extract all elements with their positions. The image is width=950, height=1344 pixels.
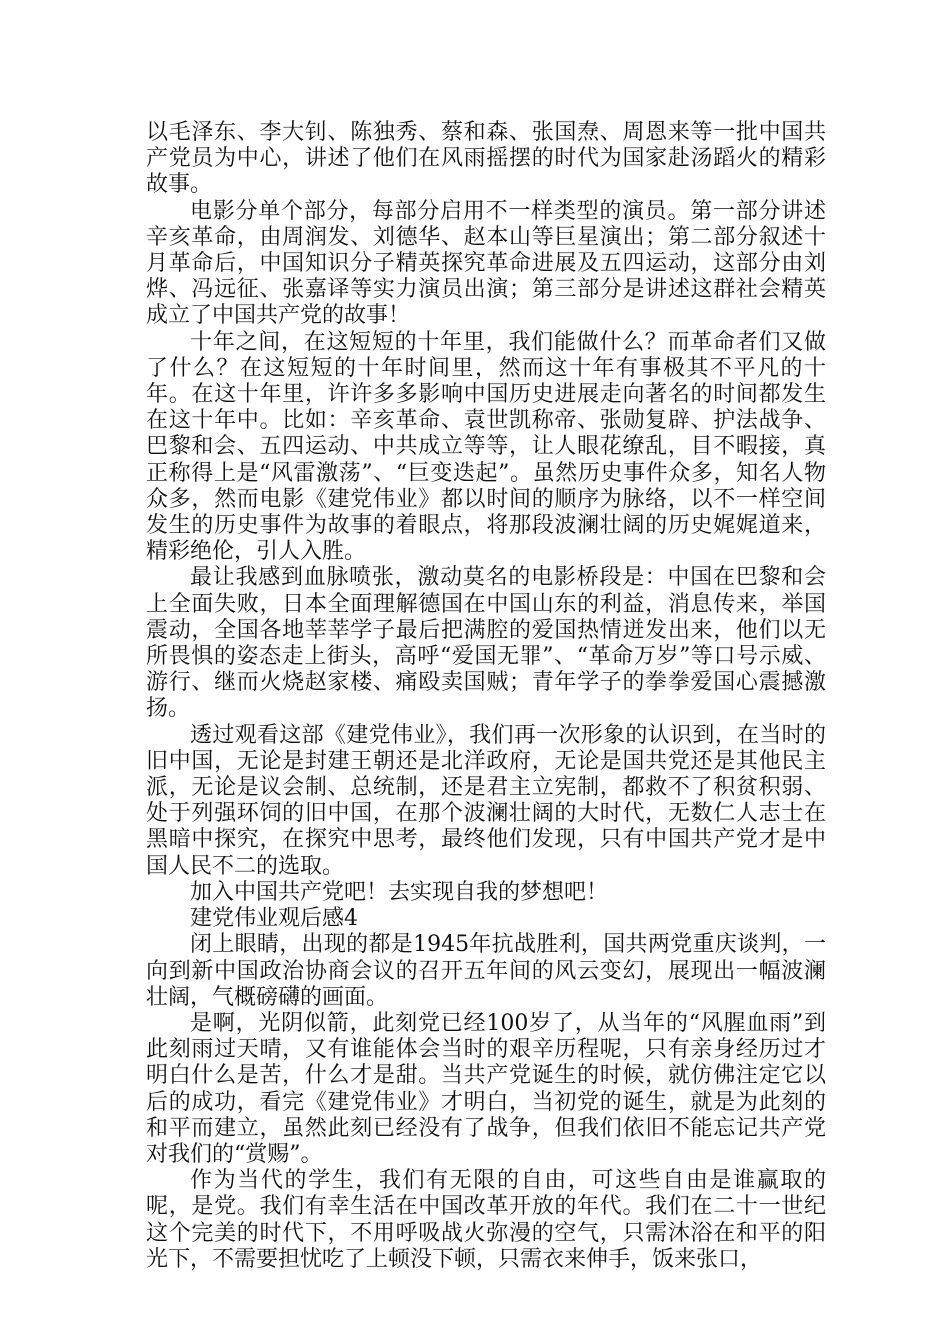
paragraph-students: 作为当代的学生，我们有无限的自由，可这些自由是谁赢取的呢，是党。我们有幸生活在中国改革开放的年代。我们在二十一世纪这个完美的时代下，不用呼吸战火弥漫的空气，只需沐浴在和平的阳光下，不需要担忧吃了上顿没下顿，只需衣来伸手，饭来张口， [146, 1168, 826, 1272]
paragraph-join-party: 加入中国共产党吧！去实现自我的梦想吧！ [190, 879, 609, 905]
section-heading: 建党伟业观后感4 [190, 906, 358, 932]
paragraph-watching-insight: 透过观看这部《建党伟业》，我们再一次形象的认识到，在当时的旧中国，无论是封建王朝还是北洋政府，无论是国共党还是其他民主派，无论是议会制、总统制，还是君主立宪制，都救不了积贫积弱、处于列强环饲的旧中国，在那个波澜壮阔的大时代，无数仁人志士在黑暗中探究，在探究中思考，最终他们发现，只有中国共产党才是中国人民不二的选取。 [146, 722, 826, 879]
paragraph-time-flies: 是啊，光阴似箭，此刻党已经100岁了，从当年的“风腥血雨”到此刻雨过天晴，又有谁能体会当时的艰辛历程呢，只有亲身经历过才明白什么是苦，什么才是甜。当共产党诞生的时候，就仿佛注定它以后的成功，看完《建党伟业》才明白，当初党的诞生，就是为此刻的和平而建立，虽然此刻已经没有了战争，但我们依旧不能忘记共产党对我们的“赏赐”。 [146, 1010, 826, 1167]
paragraph-film-parts: 电影分单个部分，每部分启用不一样类型的演员。第一部分讲述辛亥革命，由周润发、刘德华、赵本山等巨星演出；第二部分叙述十月革命后，中国知识分子精英探究革命进展及五四运动，这部分由刘烨、冯远征、张嘉译等实力演员出演；第三部分是讲述这群社会精英成立了中国共产党的故事！ [146, 198, 826, 329]
paragraph-close-eyes: 闭上眼睛，出现的都是1945年抗战胜利，国共两党重庆谈判，一向到新中国政治协商会议的召开五年间的风云变幻，展现出一幅波澜壮阔，气概磅礴的画面。 [146, 932, 826, 1010]
paragraph-continued-intro: 以毛泽东、李大钊、陈独秀、蔡和森、张国焘、周恩来等一批中国共产党员为中心，讲述了他们在风雨摇摆的时代为国家赴汤蹈火的精彩故事。 [146, 120, 826, 198]
paragraph-paris-peace: 最让我感到血脉喷张，激动莫名的电影桥段是：中国在巴黎和会上全面失败，日本全面理解德国在中国山东的利益，消息传来，举国震动，全国各地莘莘学子最后把满腔的爱国热情迸发出来，他们以无所畏惧的姿态走上街头，高呼“爱国无罪”、“革命万岁”等口号示威、游行、继而火烧赵家楼、痛殴卖国贼；青年学子的拳拳爱国心震撼激扬。 [146, 565, 826, 722]
document-page [146, 120, 826, 1273]
paragraph-ten-years: 十年之间，在这短短的十年里，我们能做什么？而革命者们又做了什么？在这短短的十年时间里，然而这十年有事极其不平凡的十年。在这十年里，许许多多影响中国历史进展走向著名的时间都发生在这十年中。比如：辛亥革命、袁世凯称帝、张勋复辟、护法战争、巴黎和会、五四运动、中共成立等等，让人眼花缭乱，目不暇接，真正称得上是“风雷激荡”、“巨变迭起”。虽然历史事件众多，知名人物众多，然而电影《建党伟业》都以时间的顺序为脉络，以不一样空间发生的历史事件为故事的着眼点，将那段波澜壮阔的历史娓娓道来，精彩绝伦，引人入胜。 [146, 329, 826, 565]
